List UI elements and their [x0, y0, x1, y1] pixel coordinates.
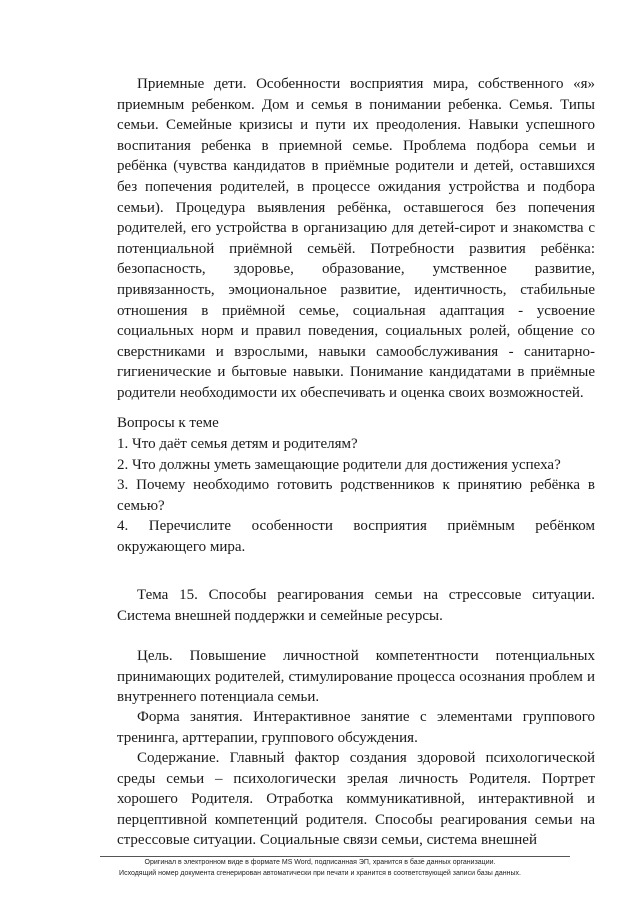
topic-title: Тема 15. Способы реагирования семьи на стрессовые ситуации. Система внешней поддержки и семейные ресурсы.	[117, 587, 595, 624]
goal-paragraph: Цель. Повышение личностной компетентности потенциальных принимающих родителей, стимулирование процесса осознания проблем и внутреннего потенциала семьи.	[117, 648, 595, 706]
question-item: 3. Почему необходимо готовить родственников к принятию ребёнка в семью?	[117, 477, 595, 514]
intro-paragraph: Приемные дети. Особенности восприятия мира, собственного «я» приемным ребенком. Дом и семья в понимании ребенка. Семья. Типы семьи. Семейные кризисы и пути их преодоления. Навыки успешного воспитания ребенка в приемной семье. Проблема подбора семьи и ребёнка (чувства кандидатов в приёмные родители и детей, оставшихся без попечения родителей, в процессе ожидания устройства и подбора семьи). Процедура выявления ребёнка, оставшегося без попечения родителей, его устройства в организацию для детей-сирот и знакомства с потенциальной приёмной семьёй. Потребности развития ребёнка: безопасность, здоровье, образование, умственное развитие, привязанность, эмоциональное развитие, идентичность, стабильные отношения в приёмной семье, социальная адаптация - усвоение социальных норм и правил поведения, социальных ролей, общение со сверстниками и взрослыми, навыки самообслуживания - санитарно-гигиенические и бытовые навыки. Понимание кандидатами в приёмные родители необходимости их обеспечивать и оценка своих возможностей.	[117, 76, 595, 401]
question-item: 4. Перечислите особенности восприятия приёмным ребёнком окружающего мира.	[117, 518, 595, 555]
form-paragraph: Форма занятия. Интерактивное занятие с элементами группового тренинга, арттерапии, группового обсуждения.	[117, 709, 595, 746]
question-item: 1. Что даёт семья детям и родителям?	[117, 436, 358, 452]
footer-note-original: Оригинал в электронном виде в формате MS Word, подписанная ЭП, хранится в базе данных организации.	[144, 859, 496, 866]
content-paragraph: Содержание. Главный фактор создания здоровой психологической среды семьи – психологически зрелая личность Родителя. Портрет хорошего Родителя. Отработка коммуникативной, интерактивной и перцептивной компетенций родителя. Способы реагирования семьи на стрессовые ситуации. Социальные связи семьи, система внешней	[117, 750, 595, 849]
footer-divider	[100, 856, 570, 857]
questions-heading: Вопросы к теме	[117, 415, 219, 431]
question-item: 2. Что должны уметь замещающие родители для достижения успеха?	[117, 457, 561, 473]
footer-note-number: Исходящий номер документа сгенерирован автоматически при печати и хранится в соответствующей записи базы данных.	[119, 870, 521, 877]
